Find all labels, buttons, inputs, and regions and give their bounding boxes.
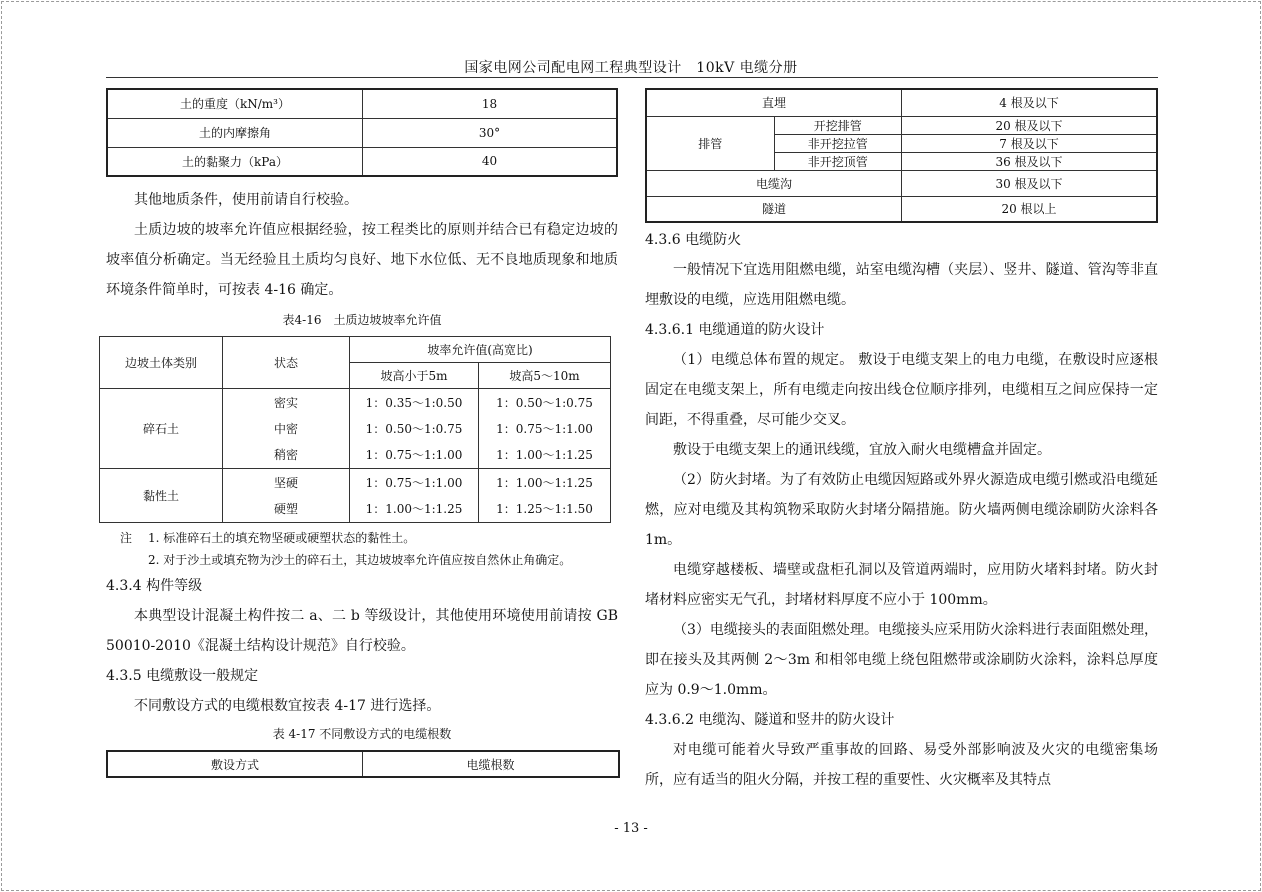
note-line bbox=[106, 549, 618, 571]
cell-line: 中密 bbox=[273, 421, 298, 436]
cell-line: 1：1.25～1:1.50 bbox=[496, 501, 593, 516]
section-heading: 4.3.5 电缆敷设一般规定 bbox=[106, 668, 259, 684]
paragraph: 土质边坡的坡率允许值应根据经验，按工程类比的原则并结合已有稳定边坡的坡率值分析确定。当无经验且土质均匀良好、地下水位低、无不良地质现象和地质环境条件简单时，可按表 4-16 确定。 bbox=[106, 222, 618, 298]
paragraph: 本典型设计混凝土构件按二 a、二 b 等级设计，其他使用环境使用前请按 GB 50010-2010《混凝土结构设计规范》自行校验。 bbox=[106, 608, 618, 654]
paragraph: 电缆穿越楼板、墙壁或盘柜孔洞以及管道两端时，应用防火堵料封堵。防火封堵材料应密实无气孔，封堵材料厚度不应小于 100mm。 bbox=[645, 562, 1158, 608]
table-cell: 隧道 bbox=[646, 196, 902, 222]
table-header-cell: 坡高5～10m bbox=[479, 363, 611, 389]
section-heading: 4.3.6.2 电缆沟、隧道和竖井的防火设计 bbox=[645, 712, 895, 728]
table-cell: 电缆沟 bbox=[646, 170, 902, 196]
table-row bbox=[100, 337, 611, 363]
table-cell: 4 根及以下 bbox=[902, 89, 1158, 116]
table-cell: 18 bbox=[363, 89, 618, 118]
left-column bbox=[106, 88, 618, 778]
table-notes bbox=[106, 527, 618, 571]
table-cell: 土的内摩擦角 bbox=[107, 118, 363, 147]
table-header-cell: 坡高小于5m bbox=[350, 363, 479, 389]
soil-parameter-table bbox=[106, 88, 618, 177]
cell-line: 1：0.75～1:1.00 bbox=[365, 447, 463, 462]
paragraph: 对电缆可能着火导致严重事故的回路、易受外部影响波及火灾的电缆密集场所，应有适当的阻火分隔，并按工程的重要性、火灾概率及其特点 bbox=[645, 742, 1158, 788]
table-caption: 表 4-17 不同敷设方式的电缆根数 bbox=[272, 727, 452, 741]
table-cell: 直埋 bbox=[646, 89, 902, 116]
section-heading: 4.3.4 构件等级 bbox=[106, 578, 203, 594]
table-header-cell: 边坡土体类别 bbox=[100, 337, 223, 389]
right-column bbox=[645, 88, 1158, 795]
header-title: 国家电网公司配电网工程典型设计 10kV 电缆分册 bbox=[464, 60, 798, 76]
table-header-cell: 敷设方式 bbox=[107, 751, 363, 777]
table-cell bbox=[350, 389, 479, 469]
table-row bbox=[646, 196, 1157, 222]
table-cell: 排管 bbox=[646, 116, 774, 170]
table-cell: 土的重度（kN/m³） bbox=[107, 89, 363, 118]
paragraph: （3）电缆接头的表面阻燃处理。电缆接头应采用防火涂料进行表面阻燃处理，即在接头及其两侧 2～3m 和相邻电缆上绕包阻燃带或涂刷防火涂料，涂料总厚度应为 0.9～1.0mm。 bbox=[645, 622, 1158, 698]
table-cell: 30° bbox=[363, 118, 618, 147]
table-cell: 土的黏聚力（kPa） bbox=[107, 147, 363, 176]
cell-line: 1：1.00～1:1.25 bbox=[496, 447, 593, 462]
table-caption: 表4-16 土质边坡坡率允许值 bbox=[282, 313, 442, 327]
table-row bbox=[107, 89, 617, 118]
cell-line: 坚硬 bbox=[273, 475, 298, 490]
cell-line: 1：0.50～1:0.75 bbox=[365, 421, 463, 436]
table-cell: 非开挖顶管 bbox=[774, 152, 902, 170]
table-cell: 30 根及以下 bbox=[902, 170, 1158, 196]
table-cell: 黏性土 bbox=[100, 469, 223, 523]
table-header-cell: 电缆根数 bbox=[363, 751, 620, 777]
cell-line: 1：0.75～1:1.00 bbox=[496, 421, 593, 436]
table-row bbox=[107, 147, 617, 176]
header-rule bbox=[106, 77, 1158, 78]
table-header-cell: 坡率允许值(高宽比) bbox=[350, 337, 611, 363]
paragraph: （2）防火封堵。为了有效防止电缆因短路或外界火源造成电缆引燃或沿电缆延燃，应对电缆及其构筑物采取防火封堵分隔措施。防火墙两侧电缆涂刷防火涂料各 1m。 bbox=[645, 472, 1158, 548]
cable-count-table bbox=[645, 88, 1158, 223]
table-row bbox=[100, 389, 611, 469]
table-cell bbox=[350, 469, 479, 523]
table-cell: 20 根及以下 bbox=[902, 116, 1158, 134]
cell-line: 稍密 bbox=[273, 447, 298, 462]
table-cell bbox=[223, 389, 350, 469]
section-heading: 4.3.6.1 电缆通道的防火设计 bbox=[645, 322, 825, 338]
table-header-cell: 状态 bbox=[223, 337, 350, 389]
table-row bbox=[646, 116, 1157, 134]
table-cell: 开挖排管 bbox=[774, 116, 902, 134]
table-cell bbox=[479, 469, 611, 523]
table-cell bbox=[223, 469, 350, 523]
section-heading: 4.3.6 电缆防火 bbox=[645, 232, 742, 248]
cable-count-table-header bbox=[106, 750, 620, 778]
cell-line: 1：0.75～1:1.00 bbox=[365, 475, 463, 490]
table-row bbox=[100, 469, 611, 523]
table-row bbox=[646, 170, 1157, 196]
cell-line: 1：1.00～1:1.25 bbox=[496, 475, 593, 490]
table-cell: 36 根及以下 bbox=[902, 152, 1158, 170]
paragraph: 其他地质条件，使用前请自行校验。 bbox=[134, 192, 358, 208]
table-cell: 7 根及以下 bbox=[902, 134, 1158, 152]
paragraph: 敷设于电缆支架上的通讯线缆，宜放入耐火电缆槽盒并固定。 bbox=[673, 442, 1051, 458]
paragraph: （1）电缆总体布置的规定。 敷设于电缆支架上的电力电缆，在敷设时应逐根固定在电缆支架上，所有电缆走向按出线仓位顺序排列，电缆相互之间应保持一定间距，不得重叠，尽可能少交叉。 bbox=[645, 352, 1158, 428]
table-cell: 非开挖拉管 bbox=[774, 134, 902, 152]
paragraph: 一般情况下宜选用阻燃电缆，站室电缆沟槽（夹层）、竖井、隧道、管沟等非直埋敷设的电缆，应选用阻燃电缆。 bbox=[645, 262, 1158, 308]
table-row bbox=[646, 89, 1157, 116]
cell-line: 1：1.00～1:1.25 bbox=[365, 501, 463, 516]
note-line bbox=[106, 527, 618, 549]
cell-line: 密实 bbox=[273, 395, 298, 410]
cell-line: 1：0.35～1:0.50 bbox=[365, 395, 463, 410]
note-label: 注 bbox=[120, 531, 133, 545]
table-cell bbox=[479, 389, 611, 469]
table-cell: 碎石土 bbox=[100, 389, 223, 469]
table-row bbox=[107, 118, 617, 147]
table-cell: 40 bbox=[363, 147, 618, 176]
table-cell: 20 根以上 bbox=[902, 196, 1158, 222]
cell-line: 1：0.50～1:0.75 bbox=[496, 395, 593, 410]
paragraph: 不同敷设方式的电缆根数宜按表 4-17 进行选择。 bbox=[134, 698, 441, 714]
note-text: 1. 标准碎石土的填充物坚硬或硬塑状态的黏性土。 bbox=[148, 531, 416, 545]
cell-line: 硬塑 bbox=[273, 501, 298, 516]
table-row bbox=[107, 751, 619, 777]
page-number: - 13 - bbox=[614, 821, 648, 836]
note-text: 2. 对于沙土或填充物为沙土的碎石土，其边坡坡率允许值应按自然休止角确定。 bbox=[148, 553, 572, 567]
slope-ratio-table bbox=[99, 336, 611, 523]
